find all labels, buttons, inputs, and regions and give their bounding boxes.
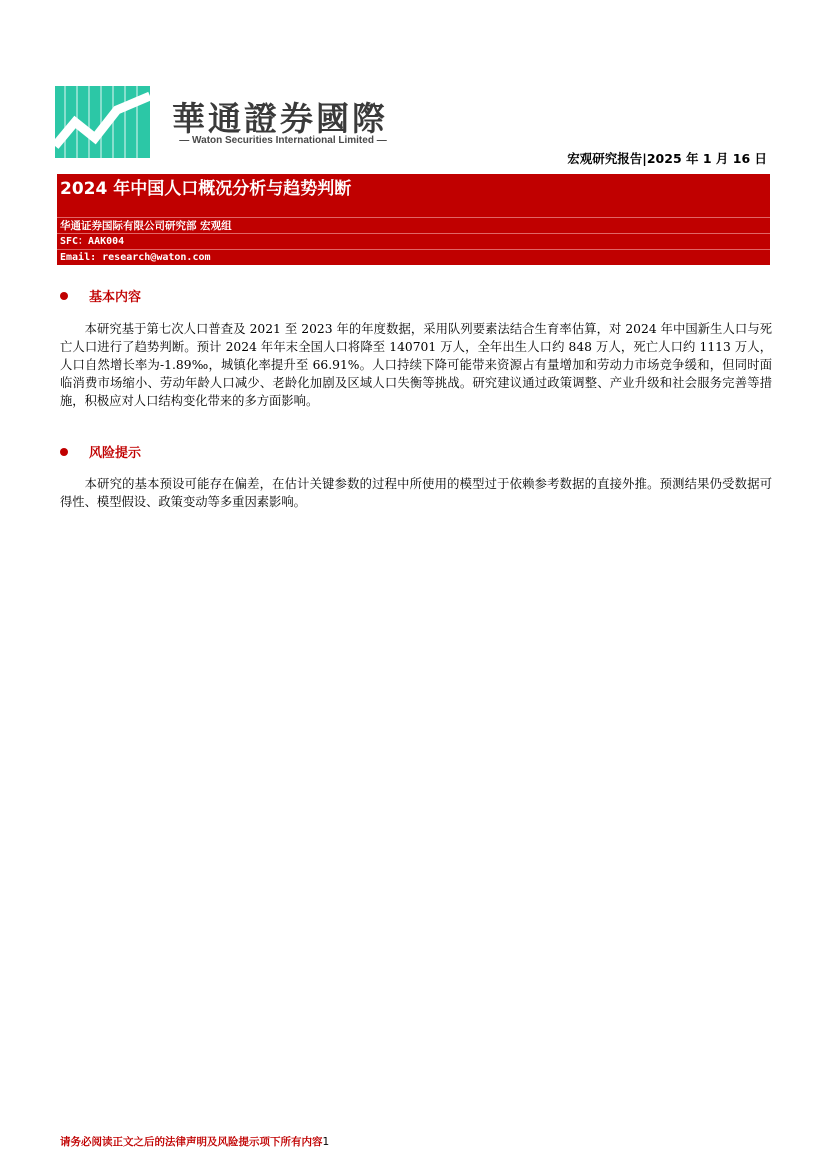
company-logo-icon — [55, 86, 150, 158]
section-header-summary — [60, 286, 141, 305]
section-title: 风险提示 — [89, 446, 142, 461]
title-banner — [57, 174, 770, 265]
sfc-license: SFC：AAK004 — [57, 233, 770, 249]
company-name-english: — Waton Securities International Limited — — [179, 135, 387, 146]
contact-email: Email: research@waton.com — [57, 249, 770, 265]
section-title: 基本内容 — [89, 290, 142, 305]
company-name-chinese: 華通證券國際 — [172, 99, 388, 138]
summary-paragraph: 本研究基于第七次人口普查及 2021 至 2023 年的年度数据，采用队列要素法结合生育率估算，对 2024 年中国新生人口与死亡人口进行了趋势判断。预计 2024 年年末全国人口将降至 140701 万人，全年出生人口约 848 万人，死亡人口约 1113 万人，人口自然增长率为-1.89‰，城镇化率提升至 66.91%。人口持续下降可能带来资源占有量增加和劳动力市场竞争缓和，但同时面临消费市场缩小、劳动年龄人口减少、老龄化加剧及区域人口失衡等挑战。研究建议通过政策调整、产业升级和社会服务完善等措施，积极应对人口结构变化带来的多方面影响。 — [60, 322, 772, 408]
bullet-icon — [60, 448, 68, 456]
report-type-date: 宏观研究报告|2025 年 1 月 16 日 — [567, 151, 767, 166]
legal-disclaimer: 请务必阅读正文之后的法律声明及风险提示项下所有内容 — [60, 1136, 323, 1148]
section-header-risk — [60, 442, 141, 461]
risk-paragraph: 本研究的基本预设可能存在偏差，在估计关键参数的过程中所使用的模型过于依赖参考数据的直接外推。预测结果仍受数据可得性、模型假设、政策变动等多重因素影响。 — [60, 477, 772, 509]
bullet-icon — [60, 292, 68, 300]
page-number: 1 — [322, 1136, 330, 1148]
footer — [60, 1134, 329, 1149]
research-department: 华通证券国际有限公司研究部 宏观组 — [57, 217, 770, 233]
report-title: 2024 年中国人口概况分析与趋势判断 — [60, 179, 352, 199]
